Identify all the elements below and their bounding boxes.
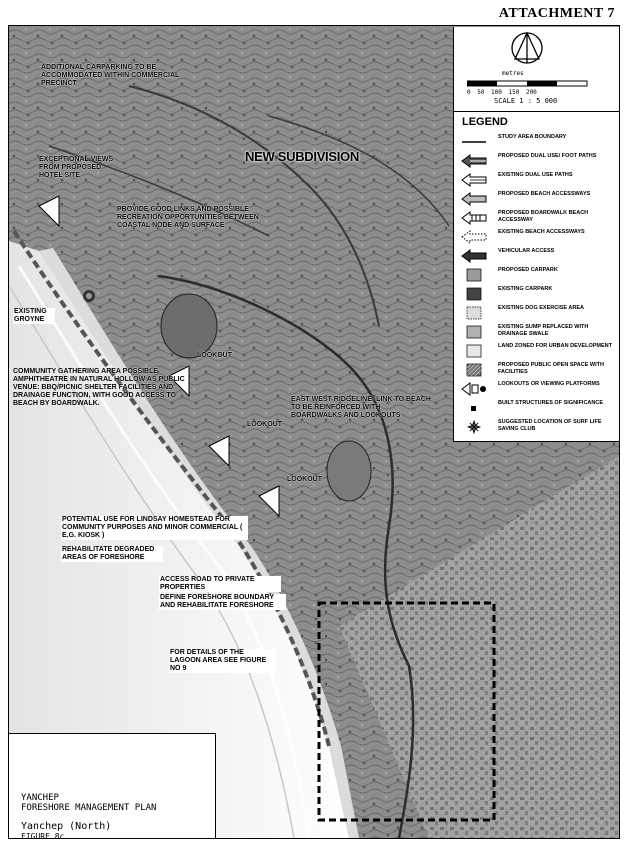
hatched-square-icon (460, 363, 488, 377)
attachment-label: ATTACHMENT 7 (498, 6, 615, 21)
legend-item-label: PROPOSED BOARDWALK BEACH ACCESSWAY (498, 210, 589, 223)
dotted-arrow-icon (460, 230, 488, 244)
annotation-links: PROVIDE GOOD LINKS AND POSSIBLE RECREATION OPPORTUNITIES BETWEEN COASTAL NODE AND SURFACE (117, 206, 259, 229)
legend-item (458, 322, 616, 342)
legend-item-label: PROPOSED PUBLIC OPEN SPACE WITH FACILITIES (498, 362, 604, 375)
legend-item (458, 265, 616, 285)
legend-item-label: LAND ZONED FOR URBAN DEVELOPMENT (498, 343, 612, 349)
title-line-4: FIGURE 8c (21, 832, 65, 839)
annotation-views: EXCEPTIONAL VIEWS FROM PROPOSED HOTEL SITE (39, 156, 114, 179)
legend-item (458, 208, 616, 228)
dark-square-icon (460, 287, 488, 301)
legend-item (458, 189, 616, 209)
annotation-lookout-1: LOOKOUT (197, 352, 232, 359)
pale-square-icon (460, 344, 488, 358)
legend-item-label: EXISTING DOG EXERCISE AREA (498, 305, 584, 311)
legend-item-label: EXISTING SUMP REPLACED WITH DRAINAGE SWALE (498, 324, 589, 337)
legend-item-label: PROPOSED BEACH ACCESSWAYS (498, 191, 591, 197)
legend-item (458, 341, 616, 361)
annotation-groyne: EXISTING GROYNE (13, 308, 55, 324)
annotation-lookout-2: LOOKOUT (247, 421, 282, 428)
annotation-ridgeline: EAST WEST RIDGELINE: LINK TO BEACH TO BE REINFORCED WITH BOARDWALKS AND LOOKOUTS (291, 396, 431, 419)
annotation-subdivision: NEW SUBDIVISION (245, 149, 359, 164)
light-square-icon (460, 306, 488, 320)
legend-item (458, 246, 616, 266)
mid-square-icon (460, 325, 488, 339)
legend-item (458, 151, 616, 171)
legend-item-label: EXISTING BEACH ACCESSWAYS (498, 229, 585, 235)
title-line-1: YANCHEP (21, 793, 59, 803)
legend-item (458, 398, 616, 418)
annotation-rehab: REHABILITATE DEGRADED AREAS OF FORESHORE (61, 546, 163, 562)
legend-item-label: STUDY AREA BOUNDARY (498, 134, 567, 140)
legend-item-label: SUGGESTED LOCATION OF SURF LIFE SAVING CLUB (498, 419, 602, 432)
boardwalk-arrow-icon (460, 211, 488, 225)
legend-item (458, 284, 616, 304)
title-line-3: Yanchep (North) (21, 821, 112, 832)
scale-unit: metres (502, 70, 524, 77)
small-square-icon (460, 401, 488, 415)
legend-item-label: EXISTING DUAL USE PATHS (498, 172, 573, 178)
scale-ticks: 0 50 100 150 200 (467, 89, 537, 96)
title-block (9, 733, 216, 839)
solid-line-icon (460, 135, 488, 149)
double-arrow-dark-icon (460, 154, 488, 168)
legend-item-label: LOOKOUTS OR VIEWING PLATFORMS (498, 381, 600, 387)
annotation-define: DEFINE FORESHORE BOUNDARY AND REHABILITATE FORESHORE (159, 594, 286, 610)
annotation-lagoon: FOR DETAILS OF THE LAGOON AREA SEE FIGURE NO 9 (169, 649, 276, 673)
legend-item (458, 417, 616, 437)
legend-item-label: VEHICULAR ACCESS (498, 248, 555, 254)
legend-item (458, 360, 616, 380)
star-symbol-icon (460, 420, 488, 434)
single-arrow-grey-icon (460, 192, 488, 206)
legend-item (458, 170, 616, 190)
legend (453, 112, 619, 442)
legend-title: LEGEND (462, 116, 508, 128)
grey-square-icon (460, 268, 488, 282)
annotation-parking: ADDITIONAL CARPARKING TO BE ACCOMMODATED WITHIN COMMERCIAL PRECINCT (41, 64, 180, 87)
annotation-access: ACCESS ROAD TO PRIVATE PROPERTIES (159, 576, 281, 592)
annotation-community: COMMUNITY GATHERING AREA POSSIBLE AMPHITHEATRE IN NATURAL HOLLOW AS PUBLIC VENUE: BBQ/PICNIC SHELTER FACILITIES AND DRAINAGE FUNCTION, WITH GOOD ACCESS TO BEACH BY BOARDWALK. (13, 368, 185, 407)
annotation-homestead: POTENTIAL USE FOR LINDSAY HOMESTEAD FOR COMMUNITY PURPOSES AND MINOR COMMERCIAL ( E.G. KIOSK ) (61, 516, 248, 540)
dark-arrow-icon (460, 249, 488, 263)
scale-bar (467, 80, 597, 88)
title-line-2: FORESHORE MANAGEMENT PLAN (21, 803, 157, 813)
legend-item (458, 303, 616, 323)
legend-item-label: EXISTING CARPARK (498, 286, 553, 292)
legend-item-label: PROPOSED CARPARK (498, 267, 558, 273)
map-frame (8, 25, 620, 839)
legend-item (458, 379, 616, 399)
double-arrow-light-icon (460, 173, 488, 187)
legend-item (458, 132, 616, 152)
annotation-lookout-3: LOOKOUT (287, 476, 322, 483)
scale-text: SCALE 1 : 5 000 (494, 97, 558, 105)
north-scale-box (453, 27, 619, 112)
north-arrow-icon (510, 31, 544, 65)
legend-item-label: PROPOSED DUAL USE/ FOOT PATHS (498, 153, 597, 159)
legend-item-label: BUILT STRUCTURES OF SIGNIFICANCE (498, 400, 604, 406)
lookout-symbol-icon (460, 382, 488, 396)
legend-item (458, 227, 616, 247)
